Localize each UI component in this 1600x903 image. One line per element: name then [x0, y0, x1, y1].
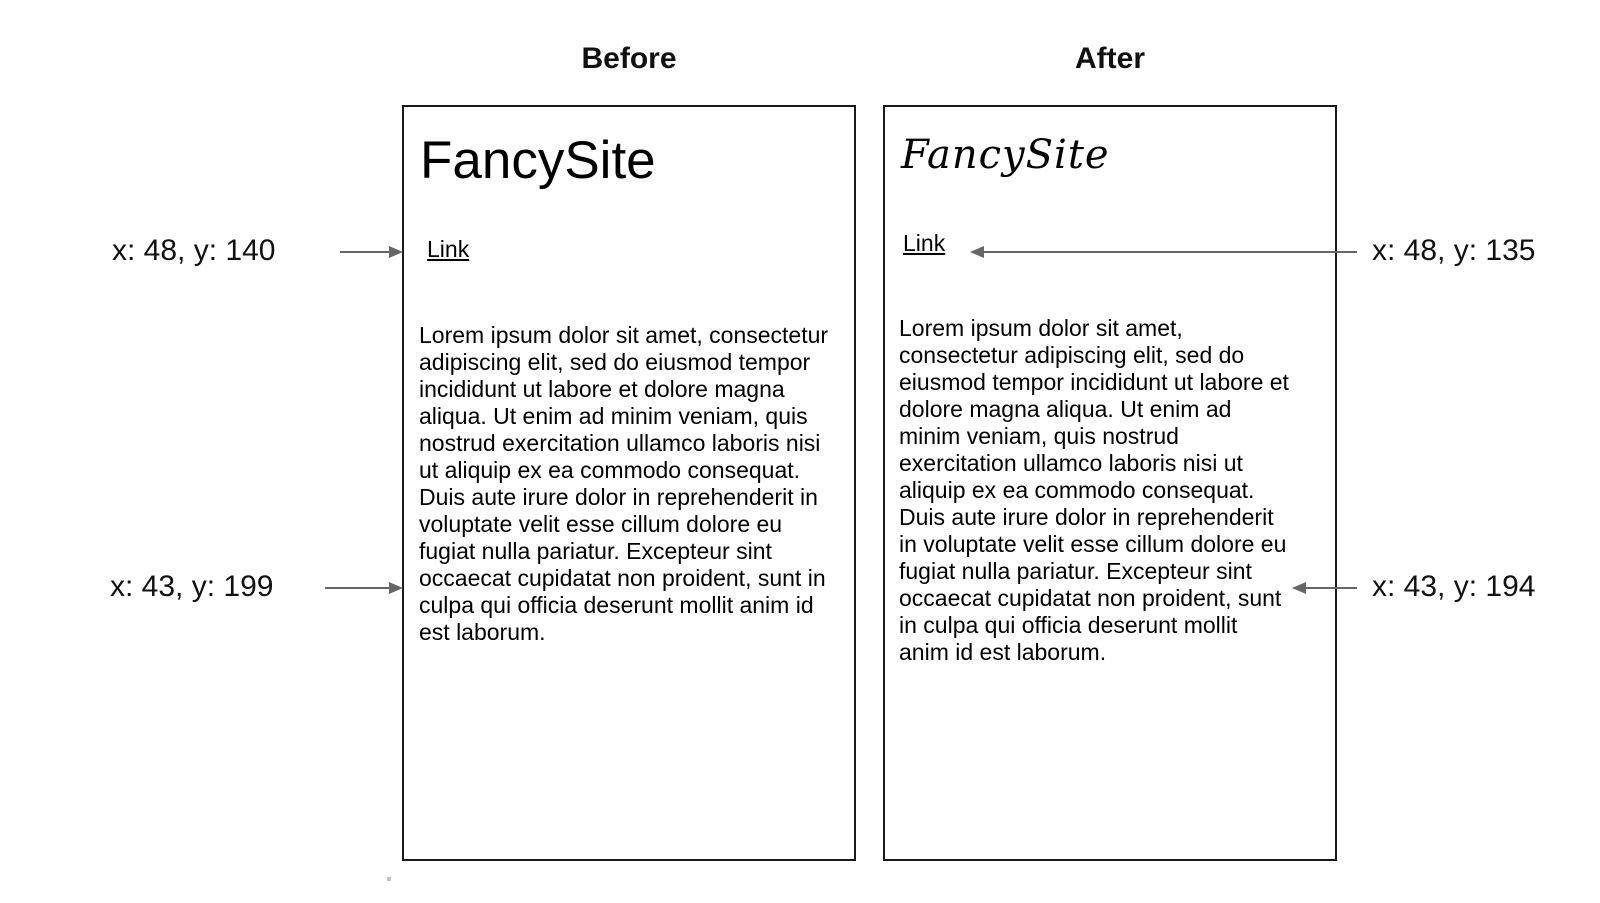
arrow-shaft — [984, 251, 1357, 253]
before-header: Before — [581, 42, 677, 75]
after-panel — [883, 105, 1337, 861]
after-paragraph: Lorem ipsum dolor sit amet, consectetur adipiscing elit, sed do eiusmod tempor incididunt ut labore et dolore magna aliqua. Ut enim ad minim veniam, quis nostrud exercitation ullamco laboris nisi ut aliquip ex ea commodo consequat. Duis aute irure dolor in reprehenderit in voluptate velit esse cillum dolore eu fugiat nulla pariatur. Excepteur sint occaecat cupidatat non proident, sunt in culpa qui officia deserunt mollit anim id est laborum. — [899, 315, 1289, 665]
after-link[interactable]: Link — [903, 230, 946, 256]
after-header: After — [1074, 42, 1145, 75]
before-panel — [402, 105, 856, 861]
arrow-left-icon — [1292, 582, 1306, 594]
arrow-left-icon — [970, 246, 984, 258]
before-site-logo: FancySite — [420, 131, 656, 190]
stray-mark — [387, 877, 391, 881]
after-link-coord-label: x: 48, y: 135 — [1372, 234, 1536, 267]
after-site-logo: FancySite — [901, 132, 1110, 178]
before-paragraph-coord-label: x: 43, y: 199 — [110, 570, 274, 603]
before-paragraph-arrow — [325, 581, 403, 595]
arrow-shaft — [325, 587, 389, 589]
after-link-arrow — [970, 245, 1357, 259]
before-link[interactable]: Link — [427, 236, 470, 262]
before-link-coord-label: x: 48, y: 140 — [112, 234, 276, 267]
before-paragraph: Lorem ipsum dolor sit amet, consectetur adipiscing elit, sed do eiusmod tempor incididunt ut labore et dolore magna aliqua. Ut enim ad minim veniam, quis nostrud exercitation ullamco laboris nisi ut aliquip ex ea commodo consequat. Duis aute irure dolor in reprehenderit in voluptate velit esse cillum dolore eu fugiat nulla pariatur. Excepteur sint occaecat cupidatat non proident, sunt in culpa qui officia deserunt mollit anim id est laborum. — [419, 322, 829, 645]
after-paragraph-coord-label: x: 43, y: 194 — [1372, 570, 1536, 603]
arrow-right-icon — [389, 582, 403, 594]
arrow-shaft — [340, 251, 389, 253]
arrow-right-icon — [389, 246, 403, 258]
arrow-shaft — [1306, 587, 1357, 589]
after-paragraph-arrow — [1292, 581, 1357, 595]
before-link-arrow — [340, 245, 403, 259]
